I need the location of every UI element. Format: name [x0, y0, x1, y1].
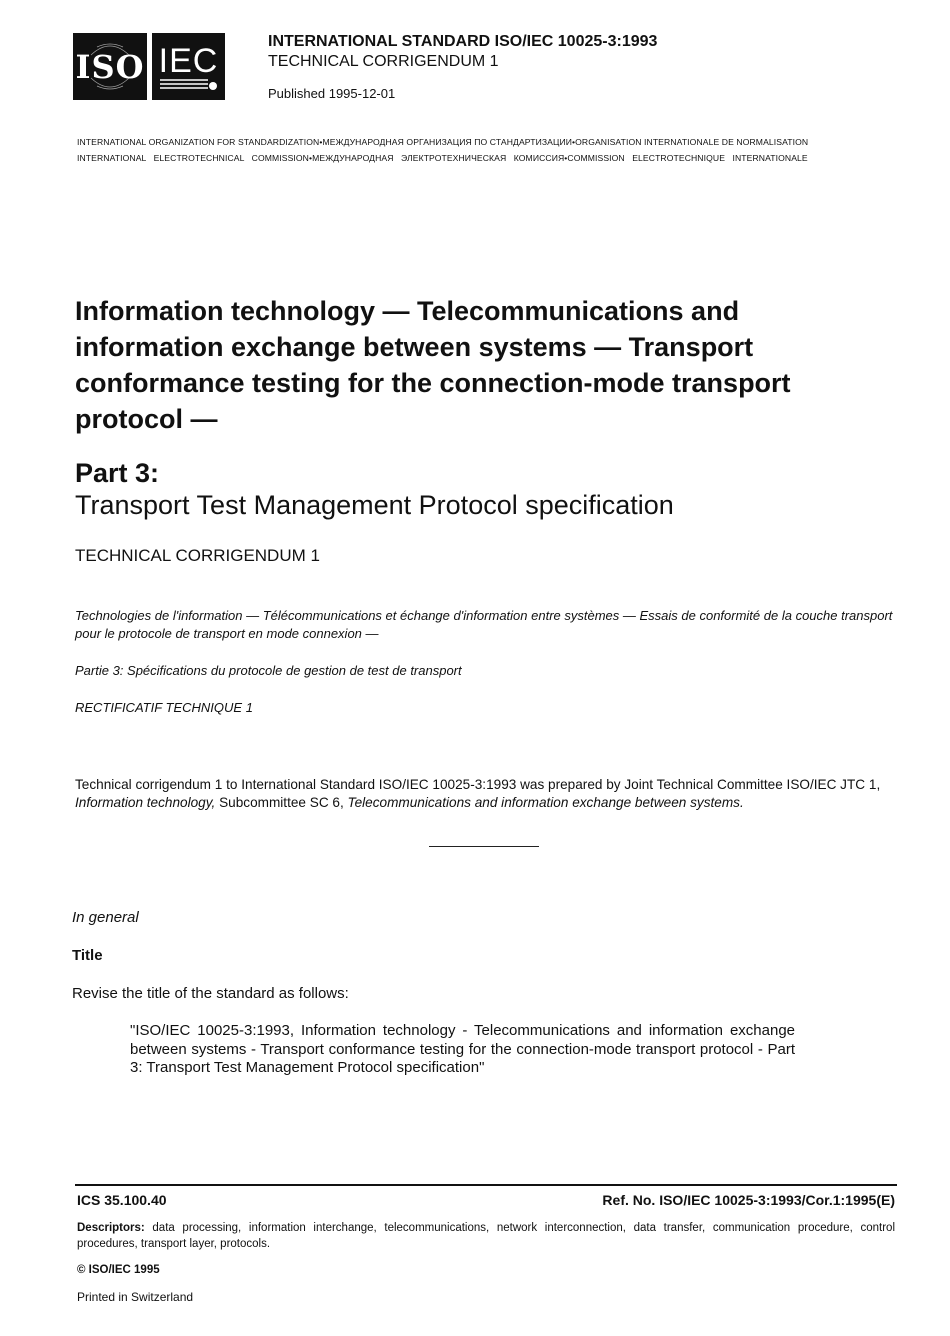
- organization-line-1: INTERNATIONAL ORGANIZATION FOR STANDARDIZATION•МЕЖДУНАРОДНАЯ ОРГАНИЗАЦИЯ ПО СТАНДАРТИЗАЦИИ•ORGANISATION INTERNATIONALE DE NORMALISATION: [77, 137, 809, 147]
- prep-text-3: Subcommittee SC 6,: [215, 795, 348, 810]
- standard-title: INTERNATIONAL STANDARD ISO/IEC 10025-3:1993: [268, 33, 658, 50]
- descriptors-text: data processing, information interchange, telecommunications, network interconnection, data transfer, communication procedure, control procedures, transport layer, protocols.: [77, 1222, 895, 1250]
- iso-logo: [73, 33, 147, 100]
- iso-logo-text: ISO: [75, 47, 145, 86]
- ics-code: ICS 35.100.40: [77, 1192, 167, 1208]
- reference-number: Ref. No. ISO/IEC 10025-3:1993/Cor.1:1995(E): [602, 1192, 895, 1208]
- section-heading: In general: [72, 909, 139, 926]
- french-rectificatif: RECTIFICATIF TECHNIQUE 1: [75, 700, 253, 715]
- preparation-statement: [75, 776, 895, 812]
- part-title: Transport Test Management Protocol specification: [75, 490, 674, 520]
- printed-location: Printed in Switzerland: [77, 1290, 194, 1304]
- standard-subtitle: TECHNICAL CORRIGENDUM 1: [268, 53, 499, 70]
- revised-title-quote: "ISO/IEC 10025-3:1993, Information technology - Telecommunications and information exchange between systems - Transport conformance testing for the connection-mode transport protocol - Part 3: Transport Test Management Protocol specification": [130, 1022, 795, 1076]
- published-date: Published 1995-12-01: [268, 86, 396, 101]
- prep-text-1: Technical corrigendum 1 to International Standard ISO/IEC 10025-3:1993 was prepared by Joint Technical Committee ISO/IEC JTC 1,: [75, 777, 881, 792]
- part-label: Part 3:: [75, 458, 160, 488]
- french-part: Partie 3: Spécifications du protocole de gestion de test de transport: [75, 663, 462, 678]
- descriptors: [77, 1220, 895, 1252]
- organization-line-2: INTERNATIONAL ELECTROTECHNICAL COMMISSION•МЕЖДУНАРОДНАЯ ЭЛЕКТРОТЕХНИЧЕСКАЯ КОМИССИЯ•COMMISSION ELECTROTECHNIQUE INTERNATIONALE: [77, 153, 808, 163]
- french-title: Technologies de l'information — Télécommunications et échange d'information entre systèmes — Essais de conformité de la couche transport pour le protocole de transport en mode connexion —: [75, 608, 893, 641]
- footer-rule: [75, 1184, 897, 1186]
- technical-corrigendum-label: TECHNICAL CORRIGENDUM 1: [75, 546, 320, 565]
- document-title: Information technology — Telecommunications and information exchange between systems — Transport conformance testing for the connection-mode transport protocol —: [75, 296, 791, 434]
- prep-text-4: Telecommunications and information exchange between systems.: [347, 795, 744, 810]
- descriptors-label: Descriptors:: [77, 1222, 145, 1234]
- iec-logo-text: IEC: [158, 42, 219, 80]
- iec-lines-icon: [160, 78, 218, 92]
- prep-text-2: Information technology,: [75, 795, 216, 810]
- copyright: © ISO/IEC 1995: [77, 1264, 160, 1276]
- revision-instruction: Revise the title of the standard as follows:: [72, 985, 349, 1002]
- separator-rule: [429, 846, 539, 847]
- title-heading: Title: [72, 947, 103, 964]
